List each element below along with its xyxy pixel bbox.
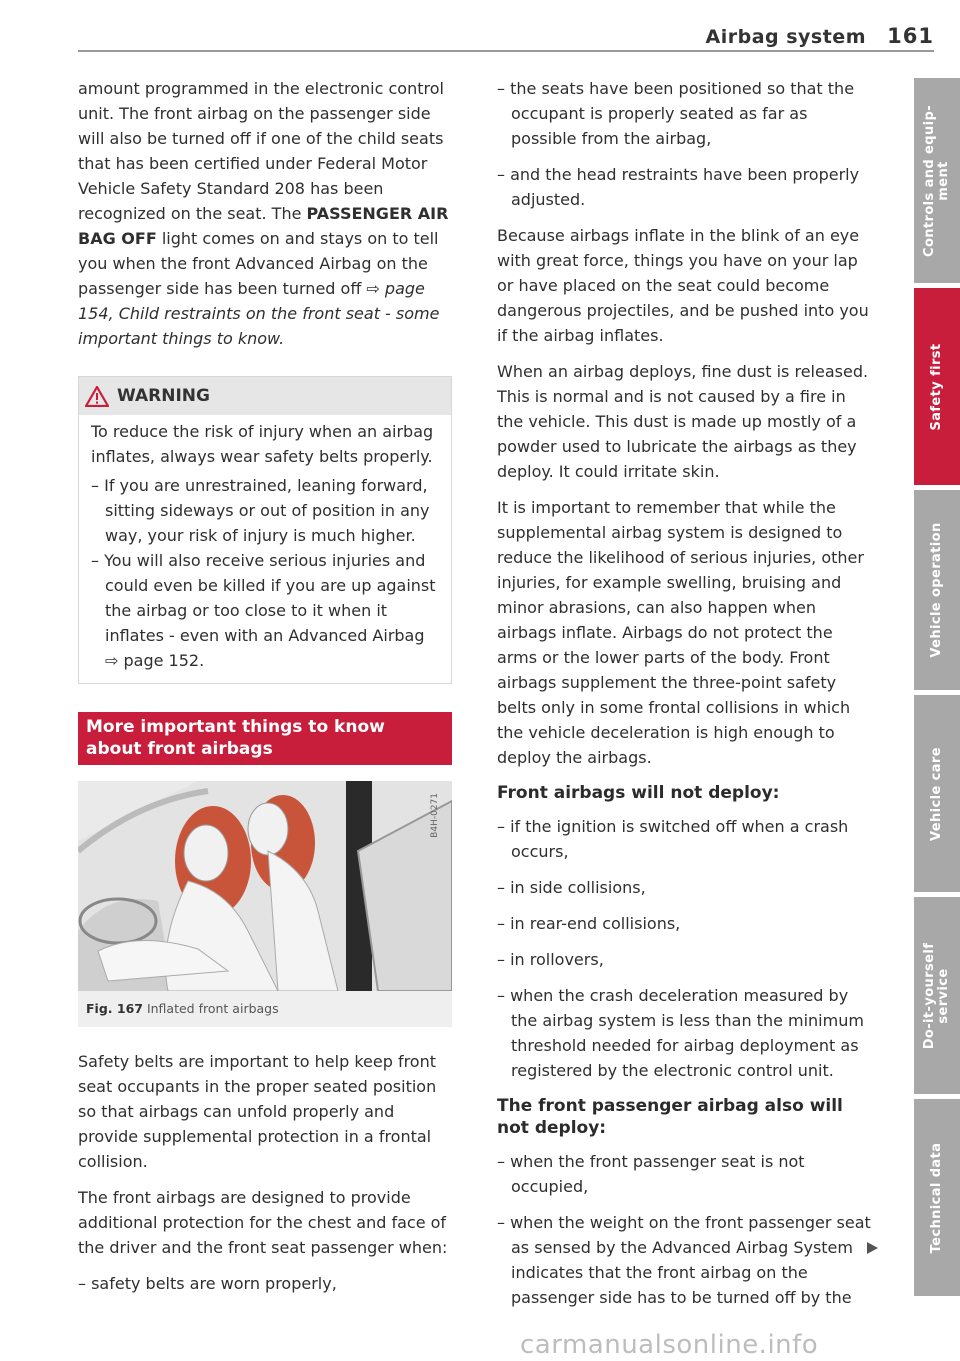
airbag-illustration [78, 781, 452, 991]
warning-box [78, 376, 452, 684]
list-item: – if the ignition is switched off when a crash occurs, [497, 817, 849, 861]
warning-text: To reduce the risk of injury when an airbag inflates, always wear safety belts properly. [91, 422, 434, 466]
continue-arrow-icon [867, 1242, 878, 1254]
warning-header [79, 377, 451, 415]
list-item: – and the head restraints have been properly adjusted. [497, 165, 860, 209]
list-item: – the seats have been positioned so that the occupant is properly seated as far as possible from the airbag, [497, 79, 855, 148]
list-item: – when the crash deceleration measured by the airbag system is less than the minimum threshold needed for airbag deployment as registered by the electronic control unit. [497, 986, 864, 1080]
paragraph: It is important to remember that while the supplemental airbag system is designed to reduce the likelihood of serious injuries, other injuries, for example swelling, bruising and minor abrasions, can also happen when airbags inflate. Airbags do not protect the arms or the lower parts of the body. Front airbags supplement the three-point safety belts only in some frontal collisions in which the vehicle deceleration is high enough to deploy the airbags. [497, 498, 864, 767]
figure-image [78, 781, 452, 991]
paragraph: Safety belts are important to help keep front seat occupants in the proper seated position so that airbags can unfold properly and provide supplemental protection in a frontal collision. [78, 1052, 437, 1171]
tab-controls-and-equipment[interactable]: Controls and equip- ment [914, 78, 960, 283]
tab-vehicle-operation[interactable]: Vehicle operation [914, 490, 960, 690]
list-item: – in side collisions, [497, 878, 646, 897]
page-reference-link[interactable]: ⇨ page 154, Child restraints on the front seat - some important things to know. [78, 279, 440, 348]
list-item: – safety belts are worn properly, [78, 1274, 337, 1293]
subheading: The front passenger airbag also will not deploy: [497, 1096, 843, 1138]
subheading: Front airbags will not deploy: [497, 783, 780, 803]
paragraph: The front airbags are designed to provide additional protection for the chest and face of the driver and the front seat passenger when: [78, 1188, 448, 1257]
warning-item: – If you are unrestrained, leaning forward, sitting sideways or out of position in any way, your risk of injury is much higher. [91, 476, 430, 545]
warning-body [79, 415, 451, 683]
warning-title: WARNING [117, 385, 210, 406]
section-title: More important things to know about front airbags [78, 712, 452, 765]
tab-do-it-yourself-service[interactable]: Do-it-yourself service [914, 897, 960, 1094]
list-item: – in rear-end collisions, [497, 914, 681, 933]
header-rule [78, 50, 934, 52]
tab-safety-first[interactable]: Safety first [914, 288, 960, 485]
warning-item: – You will also receive serious injuries and could even be killed if you are up against the airbag or too close to it when it inflates - even with an Advanced Airbag ⇨ page 152. [91, 551, 436, 670]
chapter-tabs [914, 0, 960, 1361]
footer-watermark: carmanualsonline.info [520, 1330, 819, 1360]
tab-vehicle-care[interactable]: Vehicle care [914, 695, 960, 892]
paragraph: When an airbag deploys, fine dust is released. This is normal and is not caused by a fire in the vehicle. This dust is made up mostly of a powder used to lubricate the airbags as they deploy. It could irritate skin. [497, 362, 869, 481]
page-number: 161 [887, 24, 934, 48]
paragraph: Because airbags inflate in the blink of an eye with great force, things you have on your lap or have placed on the seat could become dangerous projectiles, and be pushed into you if the airbag inflates. [497, 226, 869, 345]
intro-paragraph: amount programmed in the electronic control unit. The front airbag on the passenger side will also be turned off if one of the child seats that has been certified under Federal Motor Vehicle Safety Standard 208 has been recognized on the seat. The PASSENGER AIR BAG OFF light comes on and stays on to tell you when the front Advanced Airbag on the passenger side has been turned off ⇨ page 154, Child restraints on the front seat - some important things to know. [78, 79, 449, 348]
figure-code: B4H-0271 [430, 793, 440, 838]
figure-caption: Fig. 167 Inflated front airbags [78, 991, 452, 1027]
tab-technical-data[interactable]: Technical data [914, 1099, 960, 1296]
left-column [78, 76, 452, 1296]
warning-triangle-icon [85, 386, 109, 407]
list-item: – when the weight on the front passenger seat as sensed by the Advanced Airbag System indicates that the front airbag on the passenger side has to be turned off by the [497, 1213, 871, 1307]
list-item: – when the front passenger seat is not occupied, [497, 1152, 805, 1196]
header-title: Airbag system [705, 26, 866, 48]
right-column [497, 76, 871, 1310]
list-item: – in rollovers, [497, 950, 604, 969]
